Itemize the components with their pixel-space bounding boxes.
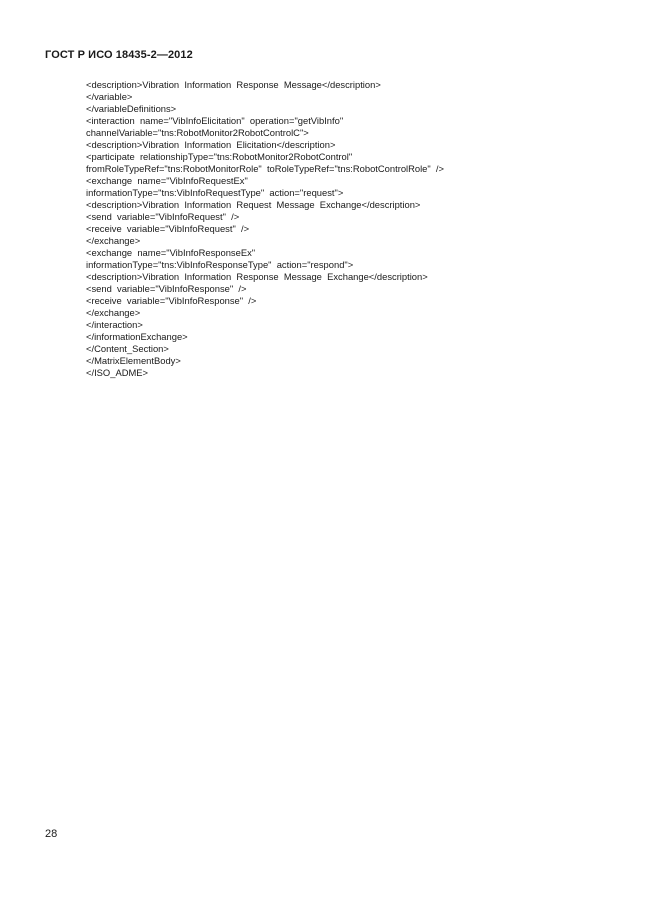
code-line: </exchange>: [86, 307, 141, 318]
code-line: </exchange>: [86, 235, 141, 246]
code-line: <description>Vibration Information Request Message Exchange</description>: [86, 199, 421, 210]
code-line: fromRoleTypeRef="tns:RobotMonitorRole" toRoleTypeRef="tns:RobotControlRole" />: [86, 163, 445, 174]
code-line: <description>Vibration Information Elicitation</description>: [86, 139, 336, 150]
code-line: <exchange name="VibInfoRequestEx": [86, 175, 248, 186]
code-line: </interaction>: [86, 319, 143, 330]
code-line: </variable>: [86, 91, 133, 102]
code-line: <send variable="VibInfoRequest" />: [86, 211, 240, 222]
code-line: <exchange name="VibInfoResponseEx": [86, 247, 256, 258]
code-line: <send variable="VibInfoResponse" />: [86, 283, 247, 294]
code-line: <receive variable="VibInfoRequest" />: [86, 223, 250, 234]
code-line: </variableDefinitions>: [86, 103, 177, 114]
page-header-title: ГОСТ Р ИСО 18435-2—2012: [45, 49, 193, 61]
code-line: <receive variable="VibInfoResponse" />: [86, 295, 257, 306]
code-line: <participate relationshipType="tns:RobotMonitor2RobotControl": [86, 151, 353, 162]
code-line: </Content_Section>: [86, 343, 169, 354]
code-line: channelVariable="tns:RobotMonitor2RobotControlC">: [86, 127, 309, 138]
code-line: </ISO_ADME>: [86, 367, 149, 378]
code-line: </informationExchange>: [86, 331, 188, 342]
code-line: informationType="tns:VibInfoRequestType" action="request">: [86, 187, 344, 198]
code-line: <interaction name="VibInfoElicitation" operation="getVibInfo": [86, 115, 344, 126]
xml-code-block: [86, 79, 606, 379]
code-line: <description>Vibration Information Response Message Exchange</description>: [86, 271, 428, 282]
page-number: 28: [45, 828, 58, 840]
code-line: </MatrixElementBody>: [86, 355, 181, 366]
code-line: informationType="tns:VibInfoResponseType" action="respond">: [86, 259, 354, 270]
code-line: <description>Vibration Information Response Message</description>: [86, 79, 381, 90]
